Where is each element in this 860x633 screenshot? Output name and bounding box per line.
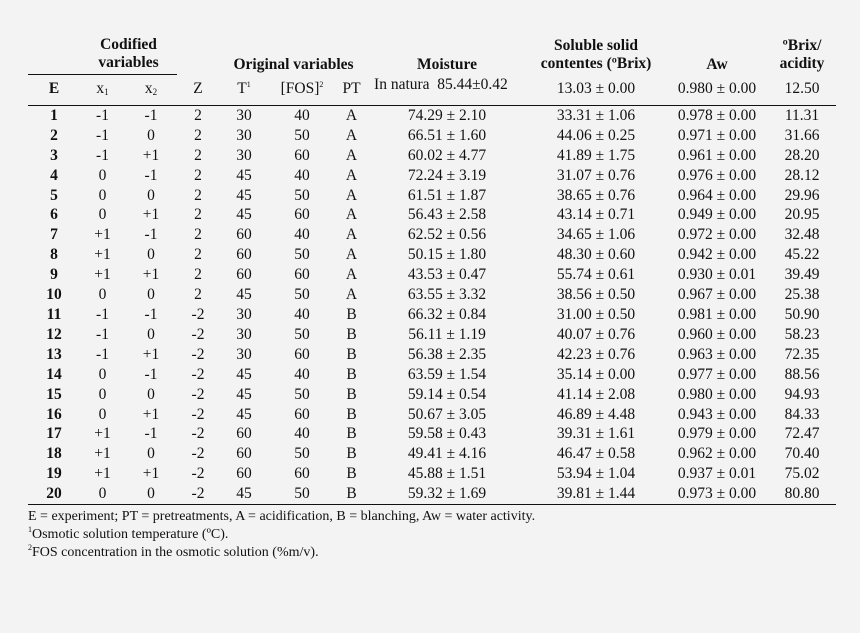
experiment-cell: 15: [46, 385, 62, 403]
table-row: [28, 484, 836, 504]
brix-cell: 45.22: [784, 246, 820, 264]
z-cell: -2: [191, 385, 205, 403]
brix-cell: 70.40: [784, 445, 820, 463]
brix-cell: 58.23: [784, 325, 820, 343]
x1-cell: -1: [96, 126, 109, 144]
legend-note: E = experiment; PT = pretreatments, A = acidification, B = blanching, Aw = water activity.: [28, 509, 536, 525]
x2-cell: +1: [142, 465, 160, 483]
temperature-cell: 45: [236, 186, 252, 204]
x1-cell: 0: [98, 206, 107, 224]
pt-cell: B: [346, 325, 357, 343]
x1-cell: -1: [96, 305, 109, 323]
experiment-cell: 9: [50, 266, 58, 284]
temperature-cell: 45: [236, 405, 252, 423]
fos-cell: 60: [294, 465, 310, 483]
x2-cell: +1: [142, 405, 160, 423]
z-cell: 2: [194, 106, 202, 124]
soluble-cell: 53.94 ± 1.04: [556, 465, 636, 483]
z-cell: 2: [194, 286, 202, 304]
soluble-cell: 46.47 ± 0.58: [556, 445, 636, 463]
fos-cell: 50: [294, 385, 310, 403]
header-group-row: [28, 36, 836, 75]
fos-cell: 50: [294, 126, 310, 144]
moisture-cell: 66.51 ± 1.60: [407, 126, 487, 144]
x1-cell: +1: [94, 425, 111, 443]
aw-cell: 0.943 ± 0.00: [677, 405, 757, 423]
pt-header: PT: [335, 75, 368, 106]
temperature-cell: 60: [236, 266, 252, 284]
x1-cell: +1: [94, 246, 111, 264]
table-row: [28, 464, 836, 484]
brix-cell: 28.12: [784, 166, 820, 184]
x2-cell: -1: [144, 425, 158, 443]
table-row: [28, 245, 836, 265]
aw-cell: 0.979 ± 0.00: [677, 425, 757, 443]
moisture-cell: 56.43 ± 2.58: [407, 206, 487, 224]
in-natura-moisture: In natura 85.44±0.42: [368, 75, 526, 106]
experiment-cell: 11: [46, 305, 62, 323]
soluble-solids-header: Soluble solid contentes (ºBrix): [540, 36, 652, 72]
fos-cell: 60: [294, 206, 310, 224]
fos-cell: 40: [294, 365, 310, 383]
experiment-cell: 6: [50, 206, 58, 224]
x2-cell: +1: [142, 345, 160, 363]
z-cell: 2: [194, 146, 202, 164]
x1-cell: +1: [94, 226, 111, 244]
temperature-cell: 60: [236, 445, 252, 463]
soluble-cell: 41.89 ± 1.75: [556, 146, 636, 164]
moisture-cell: 59.14 ± 0.54: [407, 385, 487, 403]
soluble-cell: 34.65 ± 1.06: [556, 226, 636, 244]
pt-cell: B: [346, 385, 357, 403]
x1-cell: 0: [98, 405, 107, 423]
soluble-cell: 55.74 ± 0.61: [556, 266, 636, 284]
in-natura-soluble: 13.03 ± 0.00: [526, 75, 666, 106]
aw-cell: 0.972 ± 0.00: [677, 226, 757, 244]
in-natura-aw: 0.980 ± 0.00: [666, 75, 768, 106]
temperature-cell: 45: [236, 206, 252, 224]
z-cell: 2: [194, 266, 202, 284]
experiment-cell: 18: [46, 445, 62, 463]
pt-cell: B: [335, 484, 368, 504]
soluble-cell: 35.14 ± 0.00: [556, 365, 636, 383]
brix-cell: 72.35: [784, 345, 820, 363]
table-row: [28, 105, 836, 125]
moisture-cell: 72.24 ± 3.19: [407, 166, 487, 184]
pt-cell: A: [345, 266, 358, 284]
x1-cell: 0: [98, 385, 107, 403]
fos-cell: 50: [294, 445, 310, 463]
brix-cell: 11.31: [784, 106, 820, 124]
soluble-cell: 43.14 ± 0.71: [556, 206, 636, 224]
z-cell: -2: [191, 325, 205, 343]
z-cell: 2: [194, 206, 202, 224]
experiment-cell: 2: [50, 126, 58, 144]
moisture-cell: 63.59 ± 1.54: [407, 365, 487, 383]
x1-cell: +1: [94, 266, 111, 284]
brix-cell: 88.56: [784, 365, 820, 383]
z-cell: 2: [194, 246, 202, 264]
temperature-cell: 45: [236, 286, 252, 304]
fos-cell: 50: [294, 286, 310, 304]
table-body: [28, 105, 836, 504]
pt-cell: A: [345, 186, 358, 204]
moisture-cell: 50.67 ± 3.05: [407, 405, 487, 423]
aw-cell: 0.964 ± 0.00: [677, 186, 757, 204]
temperature-cell: 30: [236, 345, 252, 363]
brix-cell: 32.48: [784, 226, 820, 244]
temperature-cell: 30: [236, 146, 252, 164]
pt-cell: B: [346, 305, 357, 323]
x2-cell: -1: [144, 226, 158, 244]
experiment-cell: 1: [50, 106, 58, 124]
x1-cell: -1: [96, 106, 109, 124]
experiment-cell: 4: [50, 166, 58, 184]
z-cell: -2: [191, 345, 205, 363]
pt-cell: A: [345, 286, 358, 304]
x1-cell: 0: [80, 484, 125, 504]
results-table-figure: [28, 36, 836, 562]
moisture-cell: 50.15 ± 1.80: [407, 246, 487, 264]
moisture-cell: 56.11 ± 1.19: [408, 325, 486, 343]
x2-cell: -1: [144, 305, 158, 323]
soluble-cell: 46.89 ± 4.48: [556, 405, 636, 423]
soluble-cell: 31.07 ± 0.76: [556, 166, 636, 184]
aw-cell: 0.978 ± 0.00: [677, 106, 757, 124]
x1-cell: 0: [98, 286, 107, 304]
temperature-cell: 60: [236, 465, 252, 483]
aw-cell: 0.960 ± 0.00: [677, 325, 757, 343]
temperature-header: $T^1$: [219, 75, 269, 106]
moisture-cell: 45.88 ± 1.51: [407, 465, 487, 483]
experiment-cell: 20: [28, 484, 80, 504]
experiment-cell: 3: [50, 146, 58, 164]
moisture-cell: 56.38 ± 2.35: [407, 345, 487, 363]
x2-cell: 0: [147, 126, 155, 144]
temperature-cell: 30: [236, 126, 252, 144]
pt-cell: A: [345, 106, 358, 124]
x1-cell: +1: [94, 465, 111, 483]
temperature-cell: 30: [236, 106, 252, 124]
temperature-cell: 45: [236, 365, 252, 383]
z-cell: 2: [194, 126, 202, 144]
experiment-cell: 12: [46, 325, 62, 343]
soluble-cell: 39.31 ± 1.61: [556, 425, 636, 443]
table-row: [28, 325, 836, 345]
table-row: [28, 205, 836, 225]
pt-cell: B: [346, 425, 357, 443]
pt-cell: A: [345, 126, 358, 144]
x2-cell: +1: [142, 206, 160, 224]
experiment-cell: 13: [46, 345, 62, 363]
brix-cell: 28.20: [784, 146, 820, 164]
codified-variables-header: Codified variables: [80, 36, 177, 75]
moisture-cell: 66.32 ± 0.84: [407, 305, 487, 323]
soluble-cell: 42.23 ± 0.76: [556, 345, 636, 363]
soluble-cell: 40.07 ± 0.76: [556, 325, 636, 343]
brix-cell: 75.02: [784, 465, 820, 483]
pt-cell: A: [345, 166, 358, 184]
aw-cell: 0.980 ± 0.00: [677, 385, 757, 403]
aw-cell: 0.937 ± 0.01: [677, 465, 757, 483]
z-cell: 2: [194, 186, 202, 204]
pt-cell: A: [345, 206, 358, 224]
table-row: [28, 365, 836, 385]
temperature-cell: 60: [236, 226, 252, 244]
moisture-cell: 60.02 ± 4.77: [407, 146, 487, 164]
aw-cell: 0.963 ± 0.00: [677, 345, 757, 363]
experiment-cell: 7: [50, 226, 58, 244]
moisture-cell: 61.51 ± 1.87: [407, 186, 487, 204]
table-row: [28, 345, 836, 365]
table-notes: [28, 508, 836, 562]
aw-cell: 0.961 ± 0.00: [677, 146, 757, 164]
pt-cell: B: [346, 445, 357, 463]
x2-cell: -1: [144, 106, 158, 124]
z-cell: -2: [191, 465, 205, 483]
temperature-cell: 60: [236, 246, 252, 264]
subheader-row: [28, 75, 836, 106]
x2-cell: 0: [147, 286, 155, 304]
brix-cell: 84.33: [784, 405, 820, 423]
fos-cell: 40: [294, 305, 310, 323]
aw-cell: 0.981 ± 0.00: [677, 305, 757, 323]
x2-cell: 0: [147, 246, 155, 264]
fos-cell: 50: [294, 325, 310, 343]
temperature-cell: 30: [236, 305, 252, 323]
z-header: Z: [177, 75, 219, 106]
x2-cell: 0: [147, 186, 155, 204]
moisture-cell: 59.32 ± 1.69: [368, 484, 526, 504]
moisture-cell: 74.29 ± 2.10: [407, 106, 487, 124]
soluble-cell: 33.31 ± 1.06: [556, 106, 636, 124]
x2-cell: +1: [142, 146, 160, 164]
moisture-cell: 49.41 ± 4.16: [407, 445, 487, 463]
moisture-cell: 43.53 ± 0.47: [407, 266, 487, 284]
x1-cell: 0: [98, 166, 107, 184]
aw-cell: 0.967 ± 0.00: [677, 286, 757, 304]
soluble-cell: 39.81 ± 1.44: [526, 484, 666, 504]
temperature-cell: 30: [236, 325, 252, 343]
z-cell: -2: [191, 405, 205, 423]
table-row: [28, 265, 836, 285]
temperature-cell: 60: [236, 425, 252, 443]
fos-cell: 60: [294, 146, 310, 164]
soluble-cell: 44.06 ± 0.25: [556, 126, 636, 144]
table-row: [28, 285, 836, 305]
table-row: [28, 186, 836, 206]
x2-cell: 0: [125, 484, 177, 504]
fos-cell: 50: [294, 246, 310, 264]
fos-cell: 60: [294, 405, 310, 423]
footnote-2: $^2$FOS concentration in the osmotic solution (%m/v).: [28, 543, 319, 561]
fos-cell: 40: [294, 166, 310, 184]
pt-cell: B: [346, 465, 357, 483]
aw-cell: 0.976 ± 0.00: [677, 166, 757, 184]
x2-cell: +1: [142, 266, 160, 284]
x1-cell: 0: [98, 186, 107, 204]
experiment-cell: 5: [50, 186, 58, 204]
experiment-cell: 16: [46, 405, 62, 423]
fos-cell: 40: [294, 106, 310, 124]
fos-cell: 60: [294, 266, 310, 284]
experiment-cell: 19: [46, 465, 62, 483]
moisture-header: Moisture: [417, 55, 478, 73]
pt-cell: B: [346, 405, 357, 423]
aw-cell: 0.973 ± 0.00: [666, 484, 768, 504]
pt-cell: A: [345, 226, 358, 244]
x2-cell: 0: [147, 325, 155, 343]
x1-cell: -1: [96, 146, 109, 164]
temperature-cell: 45: [236, 385, 252, 403]
brix-cell: 72.47: [784, 425, 820, 443]
brix-cell: 50.90: [784, 305, 820, 323]
aw-cell: 0.942 ± 0.00: [677, 246, 757, 264]
experiment-cell: 17: [46, 425, 62, 443]
aw-header: Aw: [706, 55, 728, 73]
fos-cell: 50: [269, 484, 335, 504]
brix-cell: 94.93: [784, 385, 820, 403]
temperature-cell: 45: [236, 166, 252, 184]
x1-header: $x_1$: [80, 75, 125, 106]
brix-cell: 20.95: [784, 206, 820, 224]
fos-cell: 50: [294, 186, 310, 204]
x1-cell: -1: [96, 345, 109, 363]
z-cell: 2: [194, 166, 202, 184]
experiment-cell: 8: [50, 246, 58, 264]
fos-header: [FOS]$^2$: [269, 75, 335, 106]
soluble-cell: 41.14 ± 2.08: [556, 385, 636, 403]
aw-cell: 0.949 ± 0.00: [677, 206, 757, 224]
moisture-cell: 63.55 ± 3.32: [407, 286, 487, 304]
pt-cell: B: [346, 365, 357, 383]
table-row: [28, 166, 836, 186]
footnote-1: $^1$Osmotic solution temperature (ºC).: [28, 525, 229, 543]
soluble-cell: 48.30 ± 0.60: [556, 246, 636, 264]
x1-cell: +1: [94, 445, 111, 463]
table-row: [28, 385, 836, 405]
z-cell: -2: [191, 305, 205, 323]
z-cell: -2: [177, 484, 219, 504]
x1-cell: -1: [96, 325, 109, 343]
brix-cell: 39.49: [784, 266, 820, 284]
fos-cell: 60: [294, 345, 310, 363]
aw-cell: 0.962 ± 0.00: [677, 445, 757, 463]
x2-cell: -1: [144, 166, 158, 184]
temperature-cell: 45: [219, 484, 269, 504]
soluble-cell: 38.56 ± 0.50: [556, 286, 636, 304]
x2-cell: 0: [147, 385, 155, 403]
aw-cell: 0.930 ± 0.01: [677, 266, 757, 284]
z-cell: 2: [194, 226, 202, 244]
pt-cell: A: [345, 246, 358, 264]
in-natura-brix: 12.50: [768, 75, 836, 106]
brix-cell: 25.38: [784, 286, 820, 304]
brix-cell: 80.80: [768, 484, 836, 504]
moisture-cell: 59.58 ± 0.43: [407, 425, 487, 443]
brix-acidity-header: ºBrix/ acidity: [779, 36, 825, 72]
table-row: [28, 305, 836, 325]
results-table: [28, 36, 836, 505]
table-row: [28, 146, 836, 166]
aw-cell: 0.971 ± 0.00: [677, 126, 757, 144]
x1-cell: 0: [98, 365, 107, 383]
x2-header: $x_2$: [125, 75, 177, 106]
fos-cell: 40: [294, 425, 310, 443]
brix-cell: 29.96: [784, 186, 820, 204]
x2-cell: 0: [147, 445, 155, 463]
moisture-cell: 62.52 ± 0.56: [407, 226, 487, 244]
soluble-cell: 31.00 ± 0.50: [556, 305, 636, 323]
table-row: [28, 444, 836, 464]
table-row: [28, 225, 836, 245]
z-cell: -2: [191, 445, 205, 463]
experiment-header: E: [28, 75, 80, 106]
fos-cell: 40: [294, 226, 310, 244]
table-row: [28, 126, 836, 146]
x2-cell: -1: [144, 365, 158, 383]
brix-cell: 31.66: [784, 126, 820, 144]
z-cell: -2: [191, 365, 205, 383]
table-row: [28, 424, 836, 444]
pt-cell: B: [346, 345, 357, 363]
original-variables-header: Original variables: [233, 55, 354, 73]
experiment-cell: 14: [46, 365, 62, 383]
experiment-cell: 10: [46, 286, 62, 304]
pt-cell: A: [345, 146, 358, 164]
z-cell: -2: [191, 425, 205, 443]
table-row: [28, 405, 836, 425]
aw-cell: 0.977 ± 0.00: [677, 365, 757, 383]
soluble-cell: 38.65 ± 0.76: [556, 186, 636, 204]
